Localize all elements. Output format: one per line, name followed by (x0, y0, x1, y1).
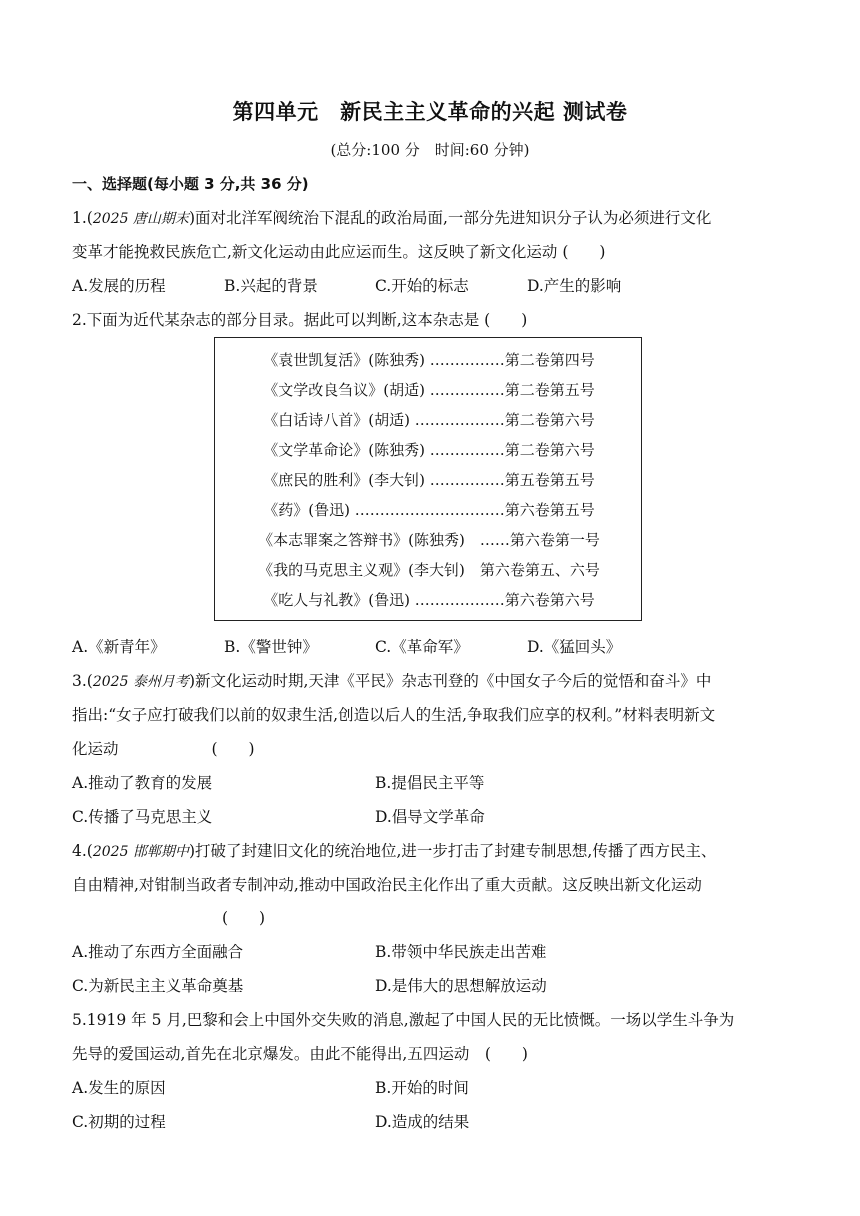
q2-option-d: D.《猛回头》 (527, 638, 622, 656)
q2-option-a: A.《新青年》 (72, 638, 166, 656)
q4-option-c: C.为新民主主义革命奠基 (72, 977, 244, 995)
section-heading: 一、选择题(每小题 3 分,共 36 分) (72, 175, 309, 193)
q1-option-a: A.发展的历程 (72, 277, 166, 295)
q1-source: 2025 唐山期末 (92, 211, 189, 227)
toc-row: 《我的马克思主义观》(李大钊) 第六卷第五、六号 (258, 561, 600, 579)
q3-option-c: C.传播了马克思主义 (72, 808, 213, 826)
q2-option-b: B.《警世钟》 (224, 638, 318, 656)
q5-line-1: 5.1919 年 5 月,巴黎和会上中国外交失败的消息,激起了中国人民的无比愤慨。一场以学生斗争为 (72, 1011, 735, 1029)
toc-row: 《本志罪案之答辩书》(陈独秀) ……第六卷第一号 (258, 531, 600, 549)
q5-line-2: 先导的爱国运动,首先在北京爆发。由此不能得出,五四运动 ( ) (72, 1045, 528, 1063)
q1-line-2: 变革才能挽救民族危亡,新文化运动由此应运而生。这反映了新文化运动 ( ) (72, 243, 606, 261)
q3-option-b: B.提倡民主平等 (375, 774, 485, 792)
q5-option-b: B.开始的时间 (375, 1079, 469, 1097)
q4-option-b: B.带领中华民族走出苦难 (375, 943, 547, 961)
q3-text: )新文化运动时期,天津《平民》杂志刊登的《中国女子今后的觉悟和奋斗》中 (188, 672, 712, 690)
toc-row: 《文学革命论》(陈独秀) ……………第二卷第六号 (263, 441, 595, 459)
toc-row: 《袁世凯复活》(陈独秀) ……………第二卷第四号 (263, 351, 595, 369)
q4-text: )打破了封建旧文化的统治地位,进一步打击了封建专制思想,传播了西方民主、 (188, 842, 717, 860)
q4-prefix: 4.( (72, 842, 93, 860)
q4-option-d: D.是伟大的思想解放运动 (375, 977, 547, 995)
q5-option-c: C.初期的过程 (72, 1113, 166, 1131)
q3-source: 2025 泰州月考 (92, 674, 189, 690)
q1-line-1 (72, 206, 711, 228)
page-subtitle: (总分:100 分 时间:60 分钟) (330, 141, 530, 159)
q2-stem: 2.下面为近代某杂志的部分目录。据此可以判断,这本杂志是 ( ) (72, 311, 528, 329)
q3-line-2: 指出:“女子应打破我们以前的奴隶生活,创造以后人的生活,争取我们应享的权利。”材料表明新文 (72, 706, 716, 724)
q1-option-d: D.产生的影响 (527, 277, 622, 295)
q3-option-a: A.推动了教育的发展 (72, 774, 213, 792)
magazine-toc-box (214, 337, 642, 621)
toc-row: 《庶民的胜利》(李大钊) ……………第五卷第五号 (263, 471, 595, 489)
toc-row: 《药》(鲁迅) …………………………第六卷第五号 (263, 501, 595, 519)
q4-line-2: 自由精神,对钳制当政者专制冲动,推动中国政治民主化作出了重大贡献。这反映出新文化运动 (72, 876, 702, 894)
toc-row: 《白话诗八首》(胡适) ………………第二卷第六号 (263, 411, 595, 429)
q5-option-a: A.发生的原因 (72, 1079, 166, 1097)
q1-text: )面对北洋军阀统治下混乱的政治局面,一部分先进知识分子认为必须进行文化 (188, 209, 712, 227)
q4-option-a: A.推动了东西方全面融合 (72, 943, 244, 961)
q3-prefix: 3.( (72, 672, 93, 690)
q3-line-1 (72, 669, 711, 691)
q1-option-b: B.兴起的背景 (224, 277, 318, 295)
q1-prefix: 1.( (72, 209, 93, 227)
q3-line-3: 化运动 ( ) (72, 740, 255, 758)
q4-source: 2025 邯郸期中 (92, 844, 189, 860)
q5-option-d: D.造成的结果 (375, 1113, 470, 1131)
q1-option-c: C.开始的标志 (375, 277, 469, 295)
q3-option-d: D.倡导文学革命 (375, 808, 485, 826)
q4-line-3: ( ) (222, 909, 266, 927)
q4-line-1 (72, 839, 716, 861)
page-title: 第四单元 新民主主义革命的兴起 测试卷 (232, 100, 628, 124)
toc-row: 《吃人与礼教》(鲁迅) ………………第六卷第六号 (263, 591, 595, 609)
toc-row: 《文学改良刍议》(胡适) ……………第二卷第五号 (263, 381, 595, 399)
q2-option-c: C.《革命军》 (375, 638, 469, 656)
